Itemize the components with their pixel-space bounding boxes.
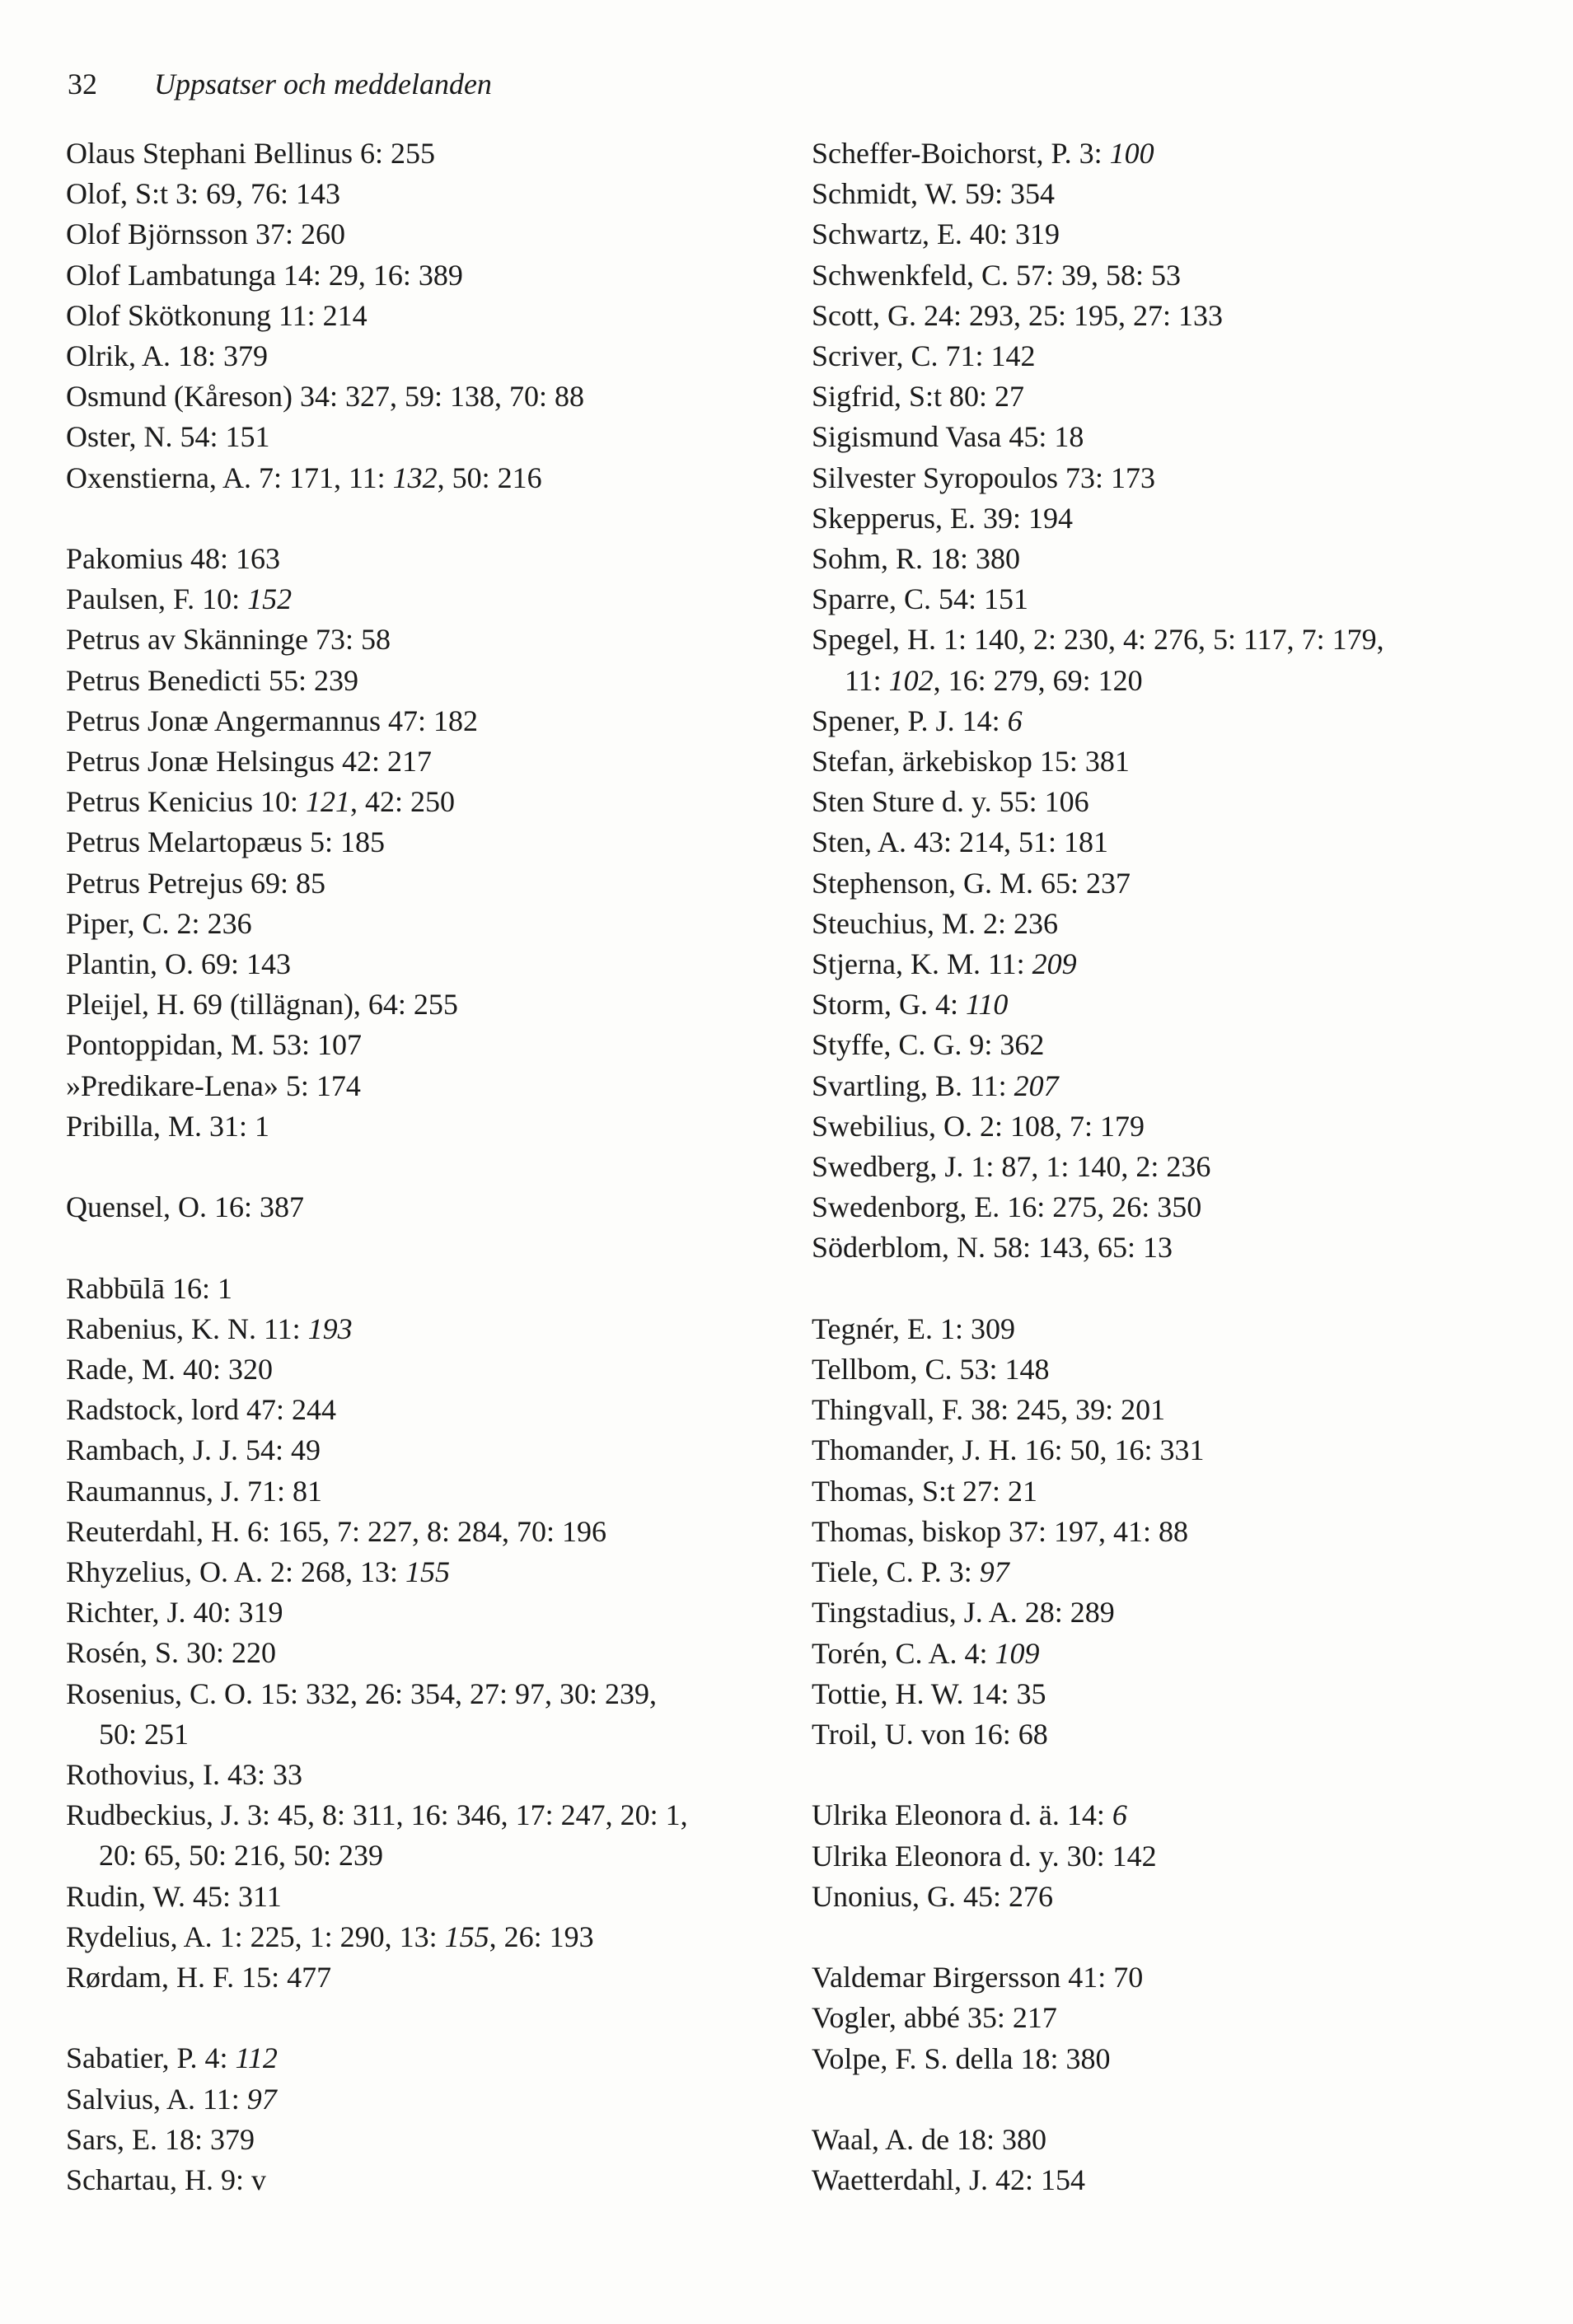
index-entry (812, 1877, 1520, 1917)
entry-text: Piper, C. 2: 236 (66, 906, 252, 940)
entry-text: Olof Björnsson 37: 260 (66, 217, 346, 251)
entry-text: Petrus Kenicius 10: (66, 785, 306, 819)
entry-text: Petrus Benedicti 55: 239 (66, 663, 358, 697)
entry-text: Petrus Jonæ Helsingus 42: 217 (66, 745, 433, 779)
index-entry (812, 539, 1520, 579)
index-entry (812, 498, 1520, 539)
entry-text: Ulrika Eleonora d. ä. 14: (812, 1798, 1112, 1832)
entry-text: Scott, G. 24: 293, 25: 195, 27: 133 (812, 298, 1224, 332)
entry-text: Tegnér, E. 1: 309 (812, 1312, 1015, 1345)
entry-text: Stjerna, K. M. 11: (812, 947, 1032, 981)
entry-text: Raumannus, J. 71: 81 (66, 1474, 322, 1508)
page-ref-italic: 155 (444, 1920, 489, 1953)
page-ref-italic: 209 (1032, 947, 1077, 981)
entry-text: Vogler, abbé 35: 217 (812, 2001, 1057, 2035)
entry-text: Ulrika Eleonora d. y. 30: 142 (812, 1839, 1157, 1873)
index-entry (812, 620, 1520, 700)
index-entry (812, 2160, 1520, 2200)
index-entry (66, 1633, 775, 1673)
index-entry (812, 1066, 1520, 1106)
page-ref-italic: 97 (979, 1555, 1009, 1589)
entry-text: Stephenson, G. M. 65: 237 (812, 866, 1131, 900)
index-entry (812, 1227, 1520, 1268)
entry-text: Valdemar Birgersson 41: 70 (812, 1961, 1144, 1994)
entry-text: Styffe, C. G. 9: 362 (812, 1028, 1045, 1062)
entry-text: Tellbom, C. 53: 148 (812, 1353, 1050, 1386)
entry-text: Rhyzelius, O. A. 2: 268, 13: (66, 1555, 405, 1589)
entry-text: Skepperus, E. 39: 194 (812, 501, 1073, 535)
index-entry (812, 822, 1520, 863)
index-entry (812, 1430, 1520, 1471)
index-entry (66, 782, 775, 822)
entry-text: Rabenius, K. N. 11: (66, 1312, 308, 1345)
index-entry (812, 1592, 1520, 1633)
entry-text: Schwenkfeld, C. 57: 39, 58: 53 (812, 258, 1181, 292)
index-entry (66, 1552, 775, 1592)
entry-text: Swebilius, O. 2: 108, 7: 179 (812, 1109, 1145, 1143)
entry-text: Spener, P. J. 14: (812, 704, 1008, 737)
entry-text: Olof Lambatunga 14: 29, 16: 389 (66, 258, 463, 292)
page-ref-italic: 152 (247, 582, 293, 616)
entry-text: »Predikare-Lena» 5: 174 (66, 1068, 361, 1102)
index-entry (66, 255, 775, 296)
index-entry (66, 822, 775, 863)
index-entry (812, 1025, 1520, 1065)
entry-text: 50: 251 (99, 1717, 190, 1751)
index-entry (66, 1187, 775, 1227)
entry-text: Rosenius, C. O. 15: 332, 26: 354, 27: 97, 30: 239, (66, 1676, 658, 1710)
entry-text: Petrus av Skänninge 73: 58 (66, 623, 391, 657)
entry-text: Olof Skötkonung 11: 214 (66, 298, 368, 332)
entry-text: Olof, S:t 3: 69, 76: 143 (66, 177, 341, 211)
index-entry (66, 620, 775, 660)
entry-text: , 50: 216 (437, 461, 542, 494)
entry-text: , 26: 193 (489, 1920, 594, 1953)
entry-text: Salvius, A. 11: (66, 2082, 247, 2116)
index-entry (66, 2160, 775, 2200)
entry-text: Sabatier, P. 4: (66, 2041, 236, 2075)
index-entry (812, 701, 1520, 741)
index-entry (66, 863, 775, 904)
index-entry (66, 1106, 775, 1147)
index-entry (812, 214, 1520, 255)
index-entry (66, 1390, 775, 1430)
entry-text: , 16: 279, 69: 120 (933, 663, 1143, 697)
entry-text: Sparre, C. 54: 151 (812, 582, 1028, 616)
index-entry (66, 701, 775, 741)
index-entry (812, 1106, 1520, 1147)
index-entry (812, 1714, 1520, 1755)
entry-text: Schmidt, W. 59: 354 (812, 177, 1056, 211)
index-entry (66, 458, 775, 498)
entry-text: Osmund (Kåreson) 34: 327, 59: 138, 70: 88 (66, 380, 584, 414)
entry-text: Petrus Jonæ Angermannus 47: 182 (66, 704, 478, 737)
entry-text: Pontoppidan, M. 53: 107 (66, 1028, 363, 1062)
entry-text: Sten Sture d. y. 55: 106 (812, 785, 1089, 819)
entry-text: Rosén, S. 30: 220 (66, 1636, 277, 1670)
index-entry (66, 133, 775, 174)
entry-text: Söderblom, N. 58: 143, 65: 13 (812, 1231, 1173, 1265)
index-entry (66, 984, 775, 1025)
page-ref-italic: 121 (305, 785, 350, 819)
entry-text: Reuterdahl, H. 6: 165, 7: 227, 8: 284, 70: 196 (66, 1514, 606, 1548)
entry-text: , 42: 250 (349, 785, 455, 819)
entry-text: Paulsen, F. 10: (66, 582, 248, 616)
index-entry (66, 1349, 775, 1390)
index-entry (66, 1877, 775, 1917)
entry-text: Rudin, W. 45: 311 (66, 1879, 282, 1913)
page-ref-italic: 110 (966, 988, 1009, 1022)
entry-text: Volpe, F. S. della 18: 380 (812, 2041, 1111, 2075)
index-entry (66, 1795, 775, 1876)
index-entry (812, 863, 1520, 904)
entry-text: Storm, G. 4: (812, 988, 967, 1022)
index-entry (812, 133, 1520, 174)
entry-text: Rambach, J. J. 54: 49 (66, 1433, 321, 1467)
index-entry (66, 741, 775, 782)
index-entry (66, 336, 775, 376)
index-entry (812, 1836, 1520, 1877)
entry-text: Tottie, H. W. 14: 35 (812, 1676, 1046, 1710)
index-entry (66, 1592, 775, 1633)
entry-text: Rade, M. 40: 320 (66, 1353, 273, 1386)
entry-text: Sars, E. 18: 379 (66, 2122, 255, 2156)
entry-text: Troil, U. von 16: 68 (812, 1717, 1048, 1751)
index-entry (66, 1471, 775, 1512)
entry-text: Thomas, biskop 37: 197, 41: 88 (812, 1514, 1188, 1548)
page-ref-italic: 97 (246, 2082, 277, 2116)
entry-text: Silvester Syropoulos 73: 173 (812, 461, 1156, 494)
index-entry (812, 1512, 1520, 1552)
index-entry (66, 579, 775, 620)
index-column-right (812, 133, 1520, 2200)
entry-text: Thomas, S:t 27: 21 (812, 1474, 1038, 1508)
entry-text: 20: 65, 50: 216, 50: 239 (99, 1839, 384, 1873)
page-ref-italic: 155 (405, 1555, 450, 1589)
index-entry (812, 458, 1520, 498)
entry-text: Stefan, ärkebiskop 15: 381 (812, 745, 1130, 779)
entry-text: Petrus Melartopæus 5: 185 (66, 825, 385, 859)
entry-text: Olaus Stephani Bellinus 6: 255 (66, 137, 435, 170)
index-entry (66, 1309, 775, 1349)
entry-text: Thingvall, F. 38: 245, 39: 201 (812, 1393, 1166, 1427)
index-entry (812, 1349, 1520, 1390)
entry-text: Waal, A. de 18: 380 (812, 2122, 1047, 2156)
index-entry (812, 174, 1520, 214)
entry-text: Rørdam, H. F. 15: 477 (66, 1961, 332, 1994)
entry-text: Schwartz, E. 40: 319 (812, 217, 1060, 251)
index-entry (812, 1674, 1520, 1714)
page-header (68, 64, 492, 104)
index-entry (812, 417, 1520, 457)
entry-text: Pribilla, M. 31: 1 (66, 1109, 270, 1143)
index-entry (66, 661, 775, 701)
entry-text: Sohm, R. 18: 380 (812, 542, 1021, 576)
page-ref-italic: 100 (1109, 137, 1154, 170)
entry-text: Rudbeckius, J. 3: 45, 8: 311, 16: 346, 17: 247, 20: 1, (66, 1798, 688, 1832)
entry-text: Olrik, A. 18: 379 (66, 339, 269, 373)
index-entry (812, 1795, 1520, 1835)
page-number: 32 (68, 68, 97, 101)
index-entry (66, 539, 775, 579)
entry-text: 11: (845, 663, 889, 697)
index-entry (812, 1957, 1520, 1998)
index-entry (66, 376, 775, 417)
index-entry (66, 904, 775, 944)
index-entry (66, 2120, 775, 2160)
index-entry (66, 2079, 775, 2120)
entry-text: Pleijel, H. 69 (tillägnan), 64: 255 (66, 988, 458, 1022)
index-entry (66, 417, 775, 457)
entry-text: Thomander, J. H. 16: 50, 16: 331 (812, 1433, 1205, 1467)
page-ref-italic: 132 (392, 461, 438, 494)
index-entry (66, 2038, 775, 2079)
page-ref-italic: 102 (888, 663, 934, 697)
page-ref-italic: 109 (995, 1636, 1040, 1670)
entry-text: Unonius, G. 45: 276 (812, 1879, 1054, 1913)
entry-text: Pakomius 48: 163 (66, 542, 281, 576)
entry-text: Plantin, O. 69: 143 (66, 947, 292, 981)
index-entry (812, 2039, 1520, 2079)
entry-text: Spegel, H. 1: 140, 2: 230, 4: 276, 5: 117, 7: 179, (812, 623, 1384, 657)
entry-text: Sigfrid, S:t 80: 27 (812, 380, 1025, 414)
entry-text: Oxenstierna, A. 7: 171, 11: (66, 461, 393, 494)
index-entry (66, 1512, 775, 1552)
index-entry (66, 1755, 775, 1795)
index-entry (812, 376, 1520, 417)
entry-text: Quensel, O. 16: 387 (66, 1190, 304, 1224)
index-entry (812, 2120, 1520, 2160)
index-entry (812, 741, 1520, 782)
index-entry (66, 1269, 775, 1309)
index-entry (812, 1309, 1520, 1349)
entry-text: Scheffer-Boichorst, P. 3: (812, 137, 1110, 170)
index-entry (66, 1917, 775, 1957)
entry-text: Torén, C. A. 4: (812, 1636, 995, 1670)
entry-text: Oster, N. 54: 151 (66, 420, 270, 454)
entry-text: Petrus Petrejus 69: 85 (66, 866, 325, 900)
entry-text: Waetterdahl, J. 42: 154 (812, 2163, 1086, 2197)
index-entry (812, 1634, 1520, 1674)
page-ref-italic: 112 (235, 2041, 278, 2075)
entry-text: Schartau, H. 9: v (66, 2163, 266, 2197)
page-ref-italic: 193 (307, 1312, 353, 1345)
index-entry (812, 984, 1520, 1025)
page-ref-italic: 6 (1007, 704, 1023, 737)
index-entry (66, 1066, 775, 1106)
entry-text: Tingstadius, J. A. 28: 289 (812, 1596, 1115, 1630)
index-entry (812, 1147, 1520, 1187)
index-entry (812, 336, 1520, 376)
entry-text: Sten, A. 43: 214, 51: 181 (812, 825, 1109, 859)
index-entry (66, 1430, 775, 1471)
entry-text: Rothovius, I. 43: 33 (66, 1758, 303, 1792)
index-entry (66, 174, 775, 214)
entry-text: Sigismund Vasa 45: 18 (812, 420, 1084, 454)
index-column-left (66, 133, 775, 2200)
index-entry (66, 1957, 775, 1998)
index-entry (812, 1390, 1520, 1430)
entry-text: Radstock, lord 47: 244 (66, 1393, 336, 1427)
index-entry (812, 1998, 1520, 2038)
running-title: Uppsatser och meddelanden (154, 68, 492, 101)
index-entry (812, 1552, 1520, 1592)
index-entry (66, 944, 775, 984)
index-entry (812, 255, 1520, 296)
entry-text: Swedberg, J. 1: 87, 1: 140, 2: 236 (812, 1150, 1211, 1184)
entry-text: Scriver, C. 71: 142 (812, 339, 1036, 373)
page-ref-italic: 207 (1014, 1068, 1059, 1102)
index-entry (66, 1674, 775, 1755)
entry-text: Svartling, B. 11: (812, 1068, 1014, 1102)
entry-text: Rydelius, A. 1: 225, 1: 290, 13: (66, 1920, 445, 1953)
entry-text: Swedenborg, E. 16: 275, 26: 350 (812, 1190, 1202, 1224)
index-entry (812, 904, 1520, 944)
index-entry (812, 944, 1520, 984)
index-entry (66, 296, 775, 336)
entry-text: Rabbūlā 16: 1 (66, 1271, 232, 1305)
index-entry (812, 1471, 1520, 1512)
page-ref-italic: 6 (1112, 1798, 1127, 1832)
entry-text: Steuchius, M. 2: 236 (812, 906, 1059, 940)
entry-text: Tiele, C. P. 3: (812, 1555, 980, 1589)
index-entry (812, 579, 1520, 620)
index-entry (66, 1025, 775, 1065)
index-entry (812, 1187, 1520, 1227)
index-entry (66, 214, 775, 255)
entry-text: Richter, J. 40: 319 (66, 1596, 283, 1630)
index-entry (812, 296, 1520, 336)
index-entry (812, 782, 1520, 822)
